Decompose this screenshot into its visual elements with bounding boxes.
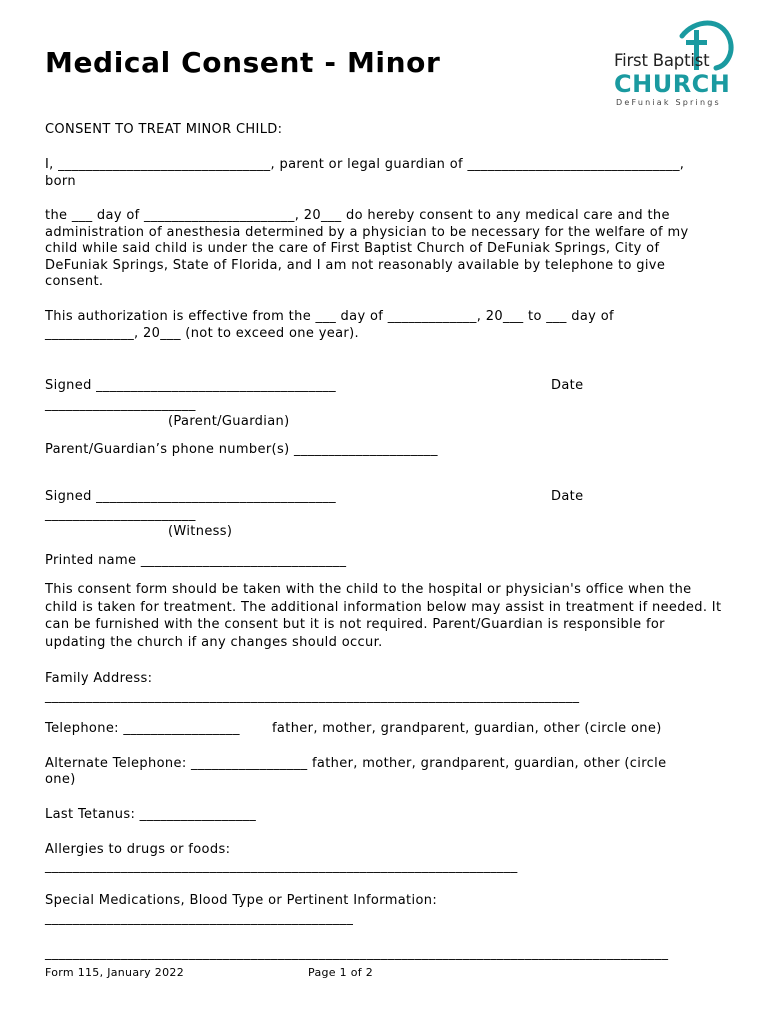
special-meds-field-2[interactable]: ___________________________________________________________________________________________ xyxy=(45,946,669,961)
footer-form-number: Form 115, January 2022 xyxy=(45,966,184,979)
alt-telephone-line-2: one) xyxy=(45,772,76,787)
logo-church: CHURCH xyxy=(614,70,731,98)
info-paragraph: This consent form should be taken with the child to the hospital or physician's office when the child is taken for treatment. The additional information below may assist in treatment if needed. It can be furnished with the consent but it is not required. Parent/Guardian is responsible for updating the church if any changes should occur. xyxy=(45,582,722,650)
telephone-relation-options[interactable]: father, mother, grandparent, guardian, other (circle one) xyxy=(272,721,662,736)
guardian-date-field[interactable]: ______________________ xyxy=(45,397,196,412)
authorization-line-1[interactable]: This authorization is effective from the ___ day of _____________, 20___ to ___ day of xyxy=(45,309,614,324)
witness-date-field[interactable]: ______________________ xyxy=(45,507,196,522)
guardian-phone-field[interactable]: Parent/Guardian’s phone number(s) _____________________ xyxy=(45,442,438,457)
consent-paragraph[interactable]: the ___ day of ______________________, 20___ do hereby consent to any medical care and the administration of anesthesia determined by a physician to be necessary for the welfare of my child while said child is under the care of First Baptist Church of DeFuniak Springs, City of DeFuniak Springs, State of Florida, and I am not reasonably available by telephone to give consent. xyxy=(45,208,689,289)
guardian-caption: (Parent/Guardian) xyxy=(168,414,290,429)
guardian-date-label: Date xyxy=(551,378,584,393)
guardian-signature-field[interactable]: Signed ___________________________________ xyxy=(45,378,336,393)
allergies-field[interactable]: _____________________________________________________________________ xyxy=(45,859,518,874)
logo-first-baptist: First Baptist xyxy=(614,51,710,70)
page-title: Medical Consent - Minor xyxy=(45,46,441,79)
church-logo xyxy=(612,18,737,113)
witness-date-label: Date xyxy=(551,489,584,504)
special-meds-field-1[interactable]: _____________________________________________ xyxy=(45,911,354,926)
consent-line-born: born xyxy=(45,174,76,189)
special-meds-label: Special Medications, Blood Type or Pertinent Information: xyxy=(45,893,438,908)
witness-caption: (Witness) xyxy=(168,524,233,539)
witness-signature-field[interactable]: Signed ___________________________________ xyxy=(45,489,336,504)
family-address-field[interactable]: ______________________________________________________________________________ xyxy=(45,689,580,704)
family-address-label: Family Address: xyxy=(45,671,153,686)
printed-name-field[interactable]: Printed name ______________________________ xyxy=(45,553,347,568)
last-tetanus-field[interactable]: Last Tetanus: _________________ xyxy=(45,807,257,822)
allergies-label: Allergies to drugs or foods: xyxy=(45,842,231,857)
authorization-line-2[interactable]: _____________, 20___ (not to exceed one year). xyxy=(45,326,360,341)
logo-city: DeFuniak Springs xyxy=(616,98,721,107)
footer-page-number: Page 1 of 2 xyxy=(308,966,374,979)
section-heading: CONSENT TO TREAT MINOR CHILD: xyxy=(45,122,283,137)
telephone-field[interactable]: Telephone: _________________ xyxy=(45,721,240,736)
alt-telephone-field[interactable]: Alternate Telephone: _________________ father, mother, grandparent, guardian, other (circle xyxy=(45,756,667,771)
consent-line-parent[interactable]: I, _______________________________, parent or legal guardian of _______________________________, xyxy=(45,157,685,172)
